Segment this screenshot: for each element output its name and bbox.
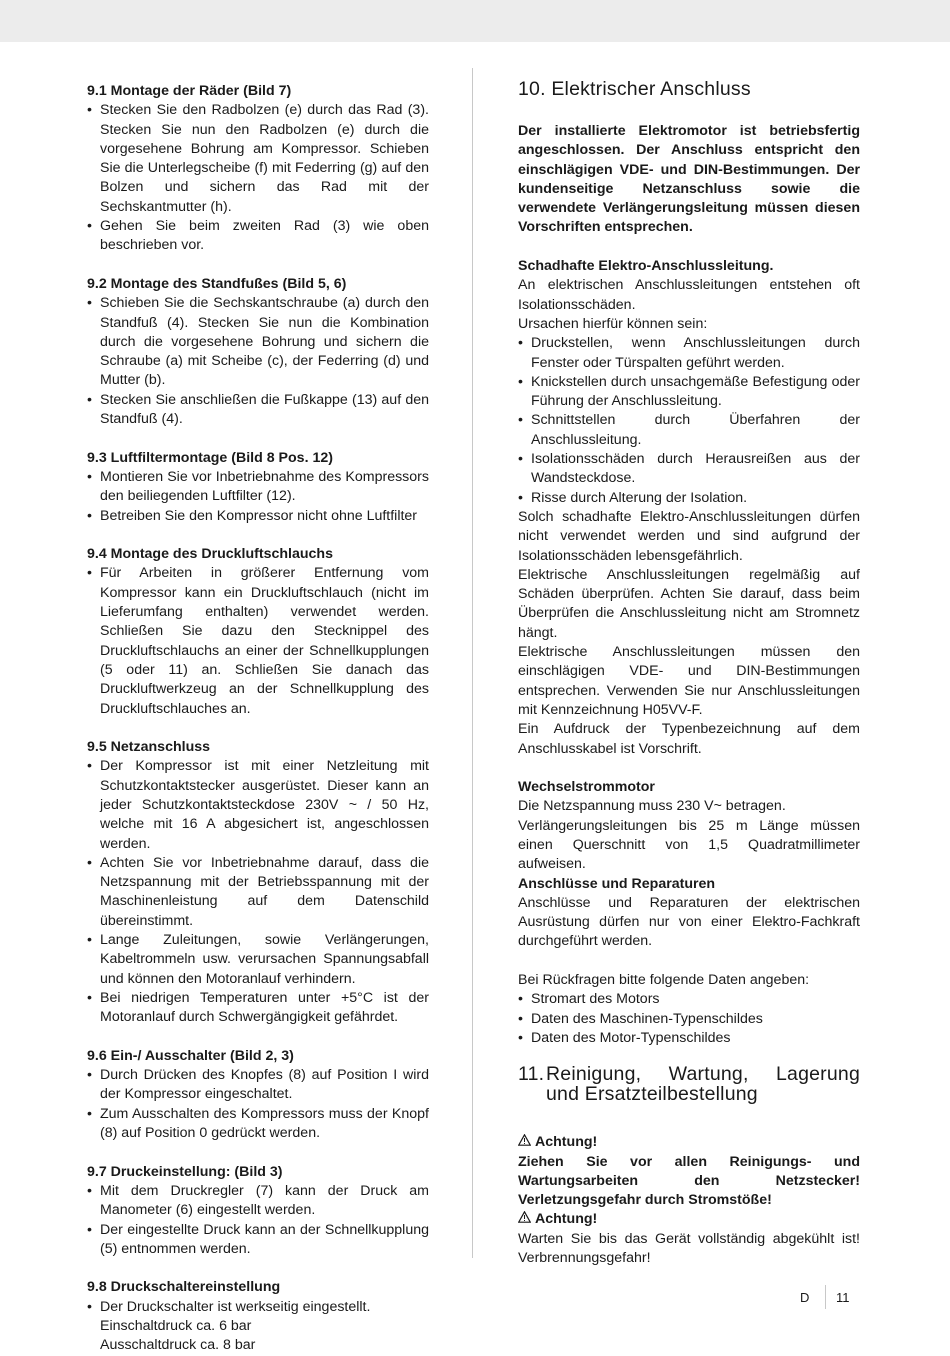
heading-word: Lagerung — [775, 1063, 860, 1086]
list-item: • Schieben Sie die Sechskantschraube (a) durch den Standfuß (4). Stecken Sie nun die Kombination durch die vorgesehene Bohrung und sichern die Schraube (a) mit Scheibe (c), der Federring (d) und Mutter (b). — [87, 294, 429, 390]
list-item: • Druckstellen, wenn Anschlussleitungen durch Fenster oder Türspalten geführt werden. — [518, 334, 860, 373]
warning-2-text: Warten Sie bis das Gerät vollständig abgekühlt ist! Verbrennungsgefahr! — [518, 1230, 860, 1267]
list-item: • Bei niedrigen Temperaturen unter +5°C ist der Motoranlauf durch Schwergängigkeit gefährdet. — [87, 989, 429, 1028]
list-item: • Lange Zuleitungen, sowie Verlängerungen, Kabeltrommeln usw. verursachen Spannungsabfall und können den Motoranlauf verhindern. — [87, 931, 429, 989]
list-item: • Risse durch Alterung der Isolation. — [518, 489, 860, 508]
section-title: 9.6 Ein-/ Ausschalter (Bild 2, 3) — [87, 1047, 294, 1064]
pressure-on-line: Einschaltdruck ca. 6 bar — [100, 1318, 252, 1334]
list-item: • Montieren Sie vor Inbetriebnahme des Kompressors den beiliegenden Luftfilter (12). — [87, 468, 429, 507]
section-9-6 — [87, 1047, 429, 1143]
repairs-title: Anschlüsse und Reparaturen — [518, 875, 716, 892]
list-item: • Der eingestellte Druck kann an der Schnellkupplung (5) entnommen werden. — [87, 1221, 429, 1260]
heading-number: 11. — [518, 1063, 545, 1086]
pressure-off-line: Ausschaltdruck ca. 8 bar — [100, 1337, 256, 1354]
section-9-4 — [87, 545, 429, 719]
section-title: 9.1 Montage der Räder (Bild 7) — [87, 83, 292, 99]
paragraph: Die Netzspannung muss 230 V~ betragen. — [518, 798, 786, 815]
paragraph: Elektrische Anschlussleitungen regelmäßig auf Schäden überprüfen. Achten Sie darauf, dass beim Überprüfen die Anschlussleitung nicht am Stromnetz hängt. — [518, 566, 860, 641]
causes-list — [518, 334, 860, 508]
heading-word: Wartung, — [668, 1063, 749, 1086]
left-column — [87, 82, 429, 1356]
section-9-5 — [87, 738, 429, 1027]
paragraph: Solch schadhafte Elektro-Anschlussleitungen dürfen nicht verwendet werden und sind aufgrund der Isolationsschäden lebensgefährlich. — [518, 508, 860, 564]
list-item: • Daten des Motor-Typenschildes — [518, 1029, 860, 1048]
damaged-cable-title: Schadhafte Elektro-Anschlussleitung. — [518, 258, 774, 275]
warning-triangle-icon — [518, 1210, 531, 1229]
bullet-list — [87, 1066, 429, 1143]
section-title: 9.7 Druckeinstellung: (Bild 3) — [87, 1163, 283, 1180]
query-list — [518, 990, 860, 1048]
paragraph: Elektrische Anschlussleitungen müssen den einschlägigen VDE- und DIN-Bestimmungen entsprechen. Verwenden Sie nur Anschlussleitungen mit Kennzeichnung H05VV-F. — [518, 644, 860, 718]
heading-10: 10. Elektrischer Anschluss — [518, 78, 751, 100]
list-item: • Achten Sie vor Inbetriebnahme darauf, dass die Netzspannung mit der Betriebsspannung mit der Maschinenleistung auf dem Datenschild übereinstimmt. — [87, 854, 429, 931]
list-item: • Stecken Sie anschließen die Fußkappe (13) auf den Standfuß (4). — [87, 391, 429, 430]
list-item: • Gehen Sie beim zweiten Rad (3) wie oben beschrieben vor. — [87, 217, 429, 256]
bullet-list — [87, 757, 429, 1027]
warning-1-text: Ziehen Sie vor allen Reinigungs- und Wartungsarbeiten den Netzstecker! Verletzungsgefahr durch Stromstöße! — [518, 1153, 860, 1209]
paragraph: Anschlüsse und Reparaturen der elektrischen Ausrüstung dürfen nur von einer Elektro-Fachkraft durchgeführt werden. — [518, 894, 860, 950]
list-item: • Der Kompressor ist mit einer Netzleitung mit Schutzkontaktstecker ausgerüstet. Dieser kann an jeder Schutzkontaktsteckdose 230V ~ / 50 Hz, welche mit 16 A abgesichert ist, angeschlossen werden. — [87, 757, 429, 853]
list-item: • Zum Ausschalten des Kompressors muss der Knopf (8) auf Position 0 gedrückt werden. — [87, 1105, 429, 1144]
section-9-2 — [87, 275, 429, 429]
list-item: • Stecken Sie den Radbolzen (e) durch das Rad (3). Stecken Sie nun den Radbolzen (e) durch die vorgesehene Bohrung am Kompressor. Schieben Sie die Unterlegscheibe (f) mit Federring (g) auf den Bolzen und sichern das Rad mit der Sechskantmutter (h). — [87, 101, 429, 217]
warning-label-text: Achtung! — [535, 1134, 598, 1151]
bullet-list — [87, 564, 429, 718]
list-item: • Für Arbeiten in größerer Entfernung vom Kompressor kann ein Druckluftschlauch (nicht im Lieferumfang enthalten) verwendet werden. Schließen Sie dazu den Stecknippel des Druckluftschlauchs an einer der Schnellkupplungen (5 oder 11) an. Schließen Sie danach das Druckluftwerkzeug an der Schnellkupplung des Druckluftschlauches an. — [87, 564, 429, 718]
language-marker: D — [800, 1290, 810, 1305]
list-item: • Mit dem Druckregler (7) kann der Druck am Manometer (6) eingestellt werden. — [87, 1182, 429, 1221]
section-9-8 — [87, 1278, 429, 1355]
intro-paragraph: Der installierte Elektromotor ist betriebsfertig angeschlossen. Der Anschluss entspricht den einschlägigen VDE- und DIN-Bestimmungen. Der kundenseitige Netzanschluss sowie die verwendete Verlängerungsleitung müssen diesen Vorschriften entsprechen. — [518, 123, 860, 236]
bullet-list — [87, 1182, 429, 1259]
list-item: • Betreiben Sie den Kompressor nicht ohne Luftfilter — [87, 507, 429, 526]
warning-triangle-icon — [518, 1133, 531, 1152]
list-item: • Knickstellen durch unsachgemäße Befestigung oder Führung der Anschlussleitung. — [518, 373, 860, 412]
warning-label-text: Achtung! — [535, 1211, 598, 1228]
bullet-list — [87, 294, 429, 429]
warning-2-label — [518, 1210, 860, 1229]
top-band — [0, 0, 950, 42]
bullet-list — [87, 101, 429, 255]
paragraph: An elektrischen Anschlussleitungen entstehen oft Isolationsschäden. — [518, 277, 860, 313]
right-column — [518, 78, 860, 1268]
section-title: 9.2 Montage des Standfußes (Bild 5, 6) — [87, 275, 347, 292]
list-item: • Schnittstellen durch Überfahren der Anschlussleitung. — [518, 411, 860, 450]
list-item: • Daten des Maschinen-Typenschildes — [518, 1010, 860, 1029]
section-title: 9.8 Druckschaltereinstellung — [87, 1279, 281, 1296]
heading-word: Reinigung, — [546, 1063, 642, 1086]
bullet-list — [87, 468, 429, 526]
column-divider — [472, 68, 473, 1258]
page-number: 11 — [836, 1290, 850, 1305]
section-9-7 — [87, 1163, 429, 1259]
section-title: 9.5 Netzanschluss — [87, 739, 211, 756]
paragraph: Ein Aufdruck der Typenbezeichnung auf dem Anschlusskabel ist Vorschrift. — [518, 721, 860, 757]
paragraph: Ursachen hierfür können sein: — [518, 315, 708, 332]
list-item: • Isolationsschäden durch Herausreißen aus der Wandsteckdose. — [518, 450, 860, 489]
heading-11 — [518, 1064, 860, 1104]
section-9-3 — [87, 449, 429, 526]
list-item: • Durch Drücken des Knopfes (8) auf Position I wird der Kompressor eingeschaltet. — [87, 1066, 429, 1105]
section-title: 9.3 Luftfiltermontage (Bild 8 Pos. 12) — [87, 449, 333, 466]
footer-divider — [825, 1285, 826, 1309]
heading-line-2: und Ersatzteilbestellung — [546, 1083, 758, 1106]
ac-motor-title: Wechselstrommotor — [518, 779, 655, 796]
warning-1-label — [518, 1133, 860, 1152]
list-item: • Stromart des Motors — [518, 990, 860, 1009]
bullet-list — [87, 1298, 429, 1317]
section-title: 9.4 Montage des Druckluftschlauchs — [87, 546, 333, 563]
paragraph: Bei Rückfragen bitte folgende Daten angeben: — [518, 972, 810, 989]
section-9-1 — [87, 82, 429, 256]
list-item: • Der Druckschalter ist werkseitig eingestellt. — [87, 1298, 429, 1317]
paragraph: Verlängerungsleitungen bis 25 m Länge müssen einen Querschnitt von 1,5 Quadratmillimeter aufweisen. — [518, 817, 860, 873]
